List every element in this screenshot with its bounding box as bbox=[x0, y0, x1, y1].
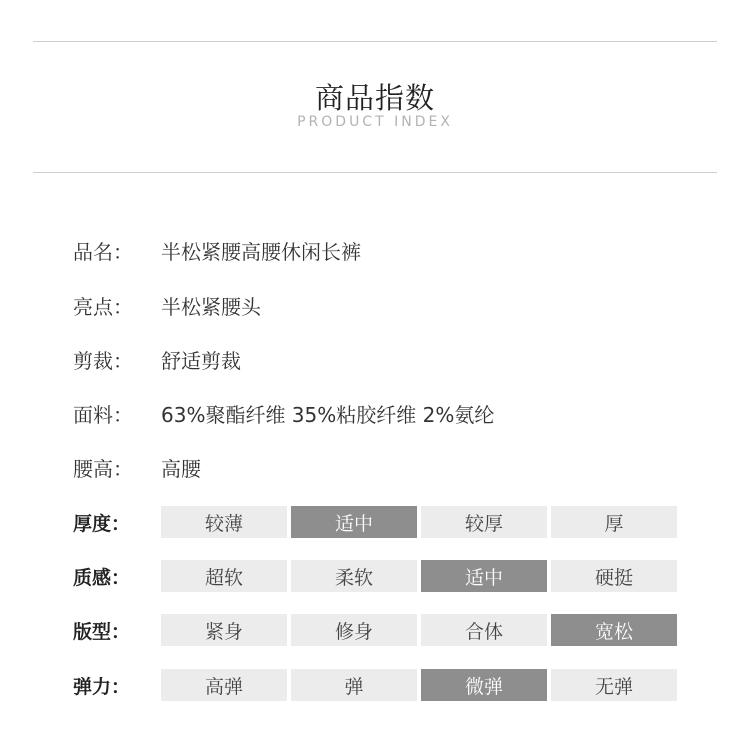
index-options bbox=[161, 506, 681, 538]
info-label: 亮点： bbox=[73, 294, 133, 319]
index-option: 适中 bbox=[421, 560, 547, 592]
index-options bbox=[161, 560, 681, 592]
index-option: 超软 bbox=[161, 560, 287, 592]
info-value: 半松紧腰高腰休闲长裤 bbox=[161, 239, 361, 264]
index-label: 厚度： bbox=[73, 512, 131, 535]
info-label: 腰高： bbox=[73, 456, 133, 481]
index-option: 柔软 bbox=[291, 560, 417, 592]
index-row-thickness bbox=[73, 505, 681, 539]
info-value: 半松紧腰头 bbox=[161, 294, 261, 319]
index-options bbox=[161, 614, 681, 646]
index-option: 弹 bbox=[291, 669, 417, 701]
page-title: 商品指数 bbox=[314, 81, 435, 115]
top-divider bbox=[33, 41, 717, 42]
bottom-divider bbox=[33, 172, 717, 173]
index-option: 厚 bbox=[551, 506, 677, 538]
info-value: 高腰 bbox=[161, 456, 201, 481]
index-label: 质感： bbox=[73, 566, 131, 589]
info-value: 63%聚酯纤维 35%粘胶纤维 2%氨纶 bbox=[161, 402, 495, 427]
info-label: 品名： bbox=[73, 239, 133, 264]
index-option: 微弹 bbox=[421, 669, 547, 701]
index-option: 修身 bbox=[291, 614, 417, 646]
index-row-fit bbox=[73, 613, 681, 647]
index-row-elasticity bbox=[73, 668, 681, 702]
info-row-waist bbox=[73, 452, 201, 482]
index-option: 适中 bbox=[291, 506, 417, 538]
index-row-texture bbox=[73, 559, 681, 593]
info-value: 舒适剪裁 bbox=[161, 348, 241, 373]
index-option: 高弹 bbox=[161, 669, 287, 701]
page-subtitle: PRODUCT INDEX bbox=[297, 114, 453, 130]
index-option: 宽松 bbox=[551, 614, 677, 646]
index-label: 版型： bbox=[73, 620, 131, 643]
info-row-cut bbox=[73, 344, 241, 374]
index-option: 硬挺 bbox=[551, 560, 677, 592]
index-label: 弹力： bbox=[73, 675, 131, 698]
info-row-fabric bbox=[73, 398, 494, 428]
index-options bbox=[161, 669, 681, 701]
index-option: 无弹 bbox=[551, 669, 677, 701]
index-option: 较厚 bbox=[421, 506, 547, 538]
info-row-highlight bbox=[73, 290, 261, 320]
info-label: 剪裁： bbox=[73, 348, 133, 373]
index-option: 合体 bbox=[421, 614, 547, 646]
info-row-name bbox=[73, 235, 361, 265]
index-option: 紧身 bbox=[161, 614, 287, 646]
info-label: 面料： bbox=[73, 402, 133, 427]
index-option: 较薄 bbox=[161, 506, 287, 538]
